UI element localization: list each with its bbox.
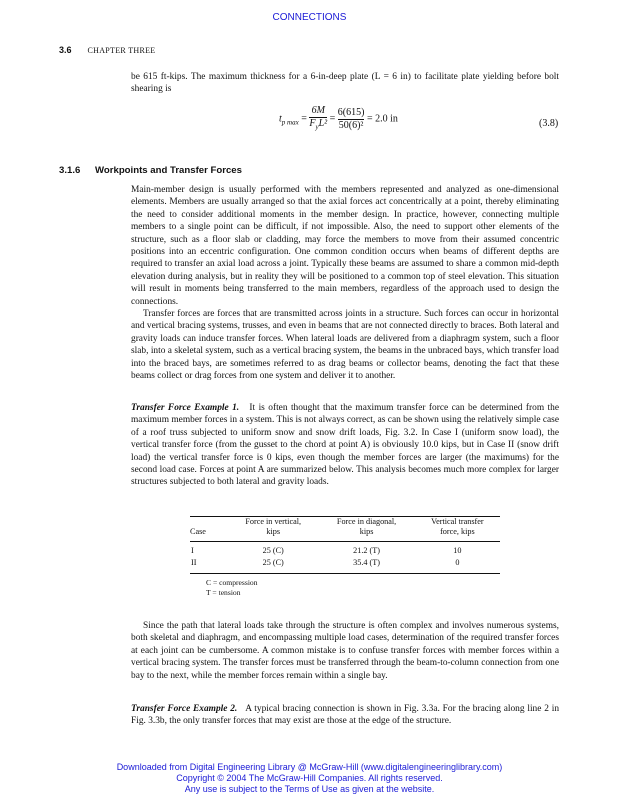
table-cell: I	[191, 546, 194, 555]
table-header-diagonal-line1: Force in diagonal,	[336, 517, 397, 526]
table-note: C = compression	[206, 578, 258, 587]
example-1-label: Transfer Force Example 1.	[131, 403, 240, 413]
table-cell: 21.2 (T)	[353, 546, 380, 555]
table-row	[190, 542, 500, 558]
example-2-label: Transfer Force Example 2.	[131, 704, 238, 714]
table-cell: II	[191, 558, 197, 567]
footer-download-link[interactable]: Downloaded from Digital Engineering Library @ McGraw-Hill (www.digitalengineeringlibrary.com)	[116, 762, 503, 772]
eq-frac1-num: 6M	[311, 105, 325, 116]
example-2-text: A typical bracing connection is shown in Fig. 3.3a. For the bracing along line 2 in Fig. 3.3b, the only transfer forces that may exist are those at the edge of the structure.	[131, 704, 560, 727]
paragraph-3: Since the path that lateral loads take through the structure is often complex and involves numerous systems, both skeletal and diaphragm, and encompassing multiple load cases, determination of the required transfer forces at each joint can be cumbersome. A common mistake is to confuse transfer forces with member forces within a vertical bracing system. The transfer forces must be transferred through the beam-to-column connection from one bay to the next, while the member forces remain within a single bay.	[131, 621, 559, 681]
example-1-paragraph	[131, 402, 559, 489]
eq-frac1-den-sub: y	[315, 123, 319, 131]
eq-result: = 2.0 in	[366, 113, 398, 125]
equation-3-8: $t_{p max}$ = $\frac{6M}{F_yL^2}$ = $\frac{6(615)}{\text{50(6)²}}$ = 2.0 in	[279, 105, 398, 131]
chapter-title: CHAPTER THREE	[87, 46, 156, 55]
paragraph-2: Transfer forces are forces that are transmitted across joints in a structure. Such forces can occur in horizontal and vertical bracing systems, trusses, and even in beams that are not connected directly to braces. Both lateral and gravity loads can induce transfer forces. When lateral loads are delivered from a diaphragm system, such a floor slab, into a skeletal system, such as a vertical bracing system, the beams in the unbraced bays, which transfer load into the braced bays, are sometimes referred to as drag beams or collector beams, denoting the fact that these beams collect or drag forces from one system and deliver it to another.	[131, 309, 559, 382]
eq-lhs: t	[279, 113, 282, 125]
transfer-force-table	[190, 516, 500, 574]
table-header-vertical-line2: kips	[228, 527, 318, 542]
table-cell: 0	[455, 558, 460, 567]
table-header-vertical-line1: Force in vertical,	[245, 517, 302, 526]
table-header-case: Case	[190, 527, 228, 542]
page-number: 3.6	[59, 45, 72, 55]
eq-frac2-den: 50(6)²	[338, 119, 364, 131]
example-1-text: It is often thought that the maximum transfer force can be determined from the maximum member forces in a system. This is not always correct, as can be shown using the relatively simple case of a roof truss subjected to uniform snow and snow drift loads, Fig. 3.2. In Case I (uniform snow load), the vertical transfer force (from the gusset to the chord at point A) is obviously 10.0 kips, but in Case II (snow drift load) the vertical transfer force is 0 kips, even though the member forces are larger (the maximums) for the second load case. Forces at point A are summarized below. This analysis becomes much more complex for larger structures subjected to both lateral and gravity loads.	[131, 403, 560, 488]
intro-paragraph: be 615 ft-kips. The maximum thickness for a 6-in-deep plate (L = 6 in) to facilitate plate yielding before bolt shearing is	[131, 72, 559, 95]
table-header-case-line1	[190, 517, 228, 527]
table-note: T = tension	[206, 588, 241, 597]
table-header-diagonal-line2: kips	[318, 527, 414, 542]
table-header-transfer-line2: force, kips	[415, 527, 500, 542]
table-cell: 35.4 (T)	[353, 558, 380, 567]
equation-number: (3.8)	[539, 118, 559, 129]
table-cell: 10	[453, 546, 462, 555]
eq-frac1-den: F	[309, 118, 316, 129]
section-number: 3.1.6	[59, 165, 81, 176]
footer-copyright: Copyright © 2004 The McGraw-Hill Companies. All rights reserved.	[176, 773, 443, 783]
table-notes	[206, 578, 258, 598]
footer-terms-link[interactable]: Any use is subject to the Terms of Use as given at the website.	[184, 784, 435, 794]
page-header	[59, 45, 156, 55]
table-header-transfer-line1: Vertical transfer	[431, 517, 484, 526]
table-row	[190, 557, 500, 573]
section-heading	[59, 165, 242, 176]
example-2-paragraph	[131, 703, 559, 728]
eq-frac2-num: 6(615)	[337, 106, 365, 118]
eq-frac1-den-rest: L²	[318, 118, 328, 129]
section-body	[131, 184, 559, 383]
table-cell: 25 (C)	[262, 546, 284, 555]
section-title: Workpoints and Transfer Forces	[95, 165, 242, 176]
footer	[0, 762, 619, 795]
running-header: CONNECTIONS	[272, 12, 347, 23]
eq-lhs-sub: p max	[281, 118, 299, 127]
table-cell: 25 (C)	[262, 558, 284, 567]
paragraph-1: Main-member design is usually performed with the members represented and analyzed as one-dimensional elements. Members are usually arranged so that the axial forces act concentrically at a point, thereby eliminating the need to consider additional moments in the member design. In practice, however, connecting multiple members to a single point can be difficult, if not impossible. Also, the need to support other elements of the structure, such as a floor slab or cladding, may force the members to move from their assumed concentric positions into an eccentric configuration. One common condition occurs when beams of different depths are required to transfer an axial load across a joint. Typically these beams are assumed to share a common mid-depth elevation during analysis, but in reality they will be positioned to a common top of steel elevation. This situation will result in moments being transferred to the main members, regardless of the approach used to design the connections.	[131, 185, 559, 307]
eq-fraction-2	[338, 107, 365, 132]
eq-fraction-1	[309, 105, 327, 133]
